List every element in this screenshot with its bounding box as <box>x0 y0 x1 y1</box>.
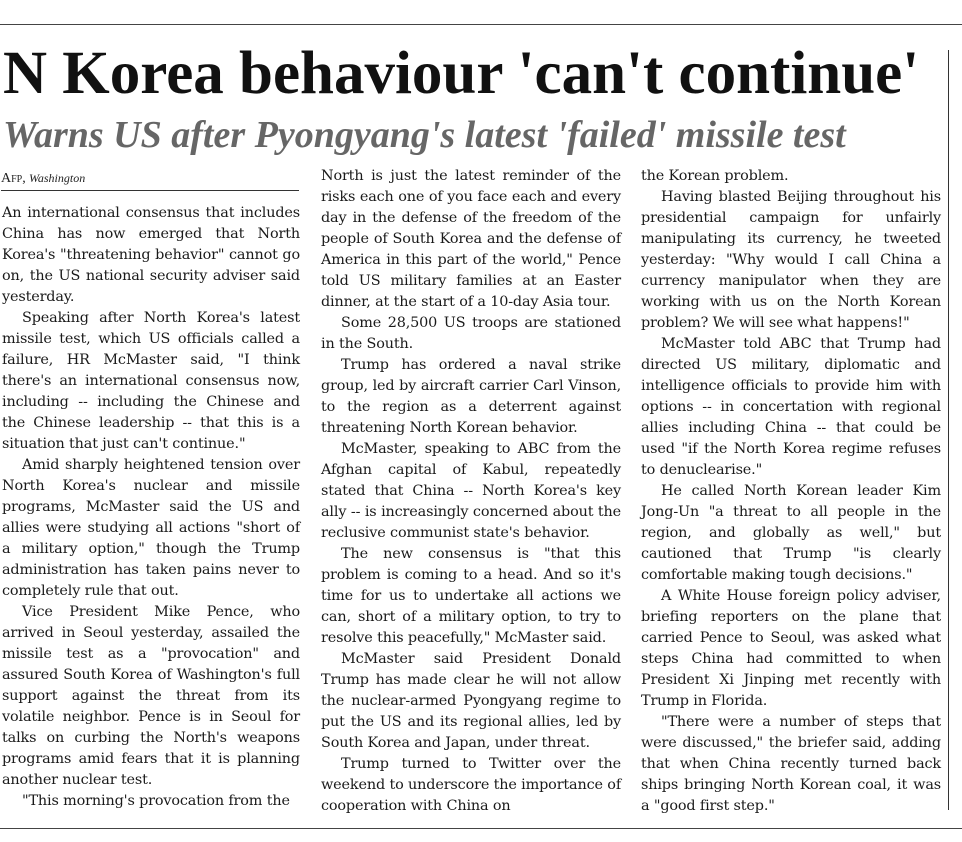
byline-place: Washington <box>28 171 86 185</box>
headline: N Korea behaviour 'can't continue' <box>3 40 920 107</box>
paragraph: the Korean problem. <box>641 168 789 184</box>
paragraph: Trump turned to Twitter over the weekend to underscore the importance of cooperation with China on <box>321 756 621 814</box>
paragraph: McMaster told ABC that Trump had directed US military, diplomatic and intelligence officials to provide him with options -- in concertation with regional allies including China -- that could be used "if the North Korea regime refuses to denuclearise." <box>641 336 941 478</box>
paragraph: An international consensus that includes China has now emerged that North Korea's "threatening behavior" cannot go on, the US national security adviser said yesterday. <box>2 205 300 305</box>
right-column-rule <box>948 50 949 810</box>
paragraph: "There were a number of steps that were discussed," the briefer said, adding that when China recently turned back ships bringing North Korean coal, it was a "good first step." <box>641 714 941 814</box>
top-rule <box>0 24 962 25</box>
paragraph: North is just the latest reminder of the risks each one of you face each and every day in the defense of the freedom of the people of South Korea and the defense of America in this part of the world," Pence told US military families at an Easter dinner, at the start of a 10-day Asia tour. <box>321 168 621 310</box>
article-column-3 <box>641 166 941 817</box>
paragraph: Trump has ordered a naval strike group, led by aircraft carrier Carl Vinson, to the region as a deterrent against threatening North Korean behavior. <box>321 357 621 436</box>
paragraph: "This morning's provocation from the <box>22 793 290 809</box>
paragraph: McMaster, speaking to ABC from the Afghan capital of Kabul, repeatedly stated that China -- North Korea's key ally -- is increasingly concerned about the reclusive communist state's behavior. <box>321 441 621 541</box>
article-column-2 <box>321 166 621 817</box>
byline-agency: Afp, <box>1 171 26 186</box>
paragraph: McMaster said President Donald Trump has made clear he will not allow the nuclear-armed Pyongyang regime to put the US and its regional allies, led by South Korea and Japan, under threat. <box>321 651 621 751</box>
subheadline: Warns US after Pyongyang's latest 'failed' missile test <box>3 114 846 156</box>
paragraph: Having blasted Beijing throughout his presidential campaign for unfairly manipulating its currency, he tweeted yesterday: "Why would I call China a currency manipulator when they are working with us on the North Korean problem? We will see what happens!" <box>641 189 941 331</box>
paragraph: Speaking after North Korea's latest missile test, which US officials called a failure, HR McMaster said, "I think there's an international consensus now, including -- including the Chinese and the Chinese leadership -- that this is a situation that just can't continue." <box>2 310 300 452</box>
paragraph: He called North Korean leader Kim Jong-Un "a threat to all people in the region, and globally as well," but cautioned that Trump "is clearly comfortable making tough decisions." <box>641 483 941 583</box>
paragraph: Vice President Mike Pence, who arrived in Seoul yesterday, assailed the missile test as a "provocation" and assured South Korea of Washington's full support against the threat from its volatile neighbor. Pence is in Seoul for talks on curbing the North's weapons programs amid fears that it is planning another nuclear test. <box>2 604 300 788</box>
paragraph: Amid sharply heightened tension over North Korea's nuclear and missile programs, McMaster said the US and allies were studying all actions "short of a military option," though the Trump administration has taken pains never to completely rule that out. <box>2 457 300 599</box>
paragraph: The new consensus is "that this problem is coming to a head. And so it's time for us to undertake all actions we can, short of a military option, to try to resolve this peacefully," McMaster said. <box>321 546 621 646</box>
bottom-rule <box>0 828 962 829</box>
article-column-1 <box>2 203 300 812</box>
byline <box>1 170 299 191</box>
paragraph: A White House foreign policy adviser, briefing reporters on the plane that carried Pence to Seoul, was asked what steps China had committed to when President Xi Jinping met recently with Trump in Florida. <box>641 588 941 709</box>
paragraph: Some 28,500 US troops are stationed in the South. <box>321 315 621 352</box>
